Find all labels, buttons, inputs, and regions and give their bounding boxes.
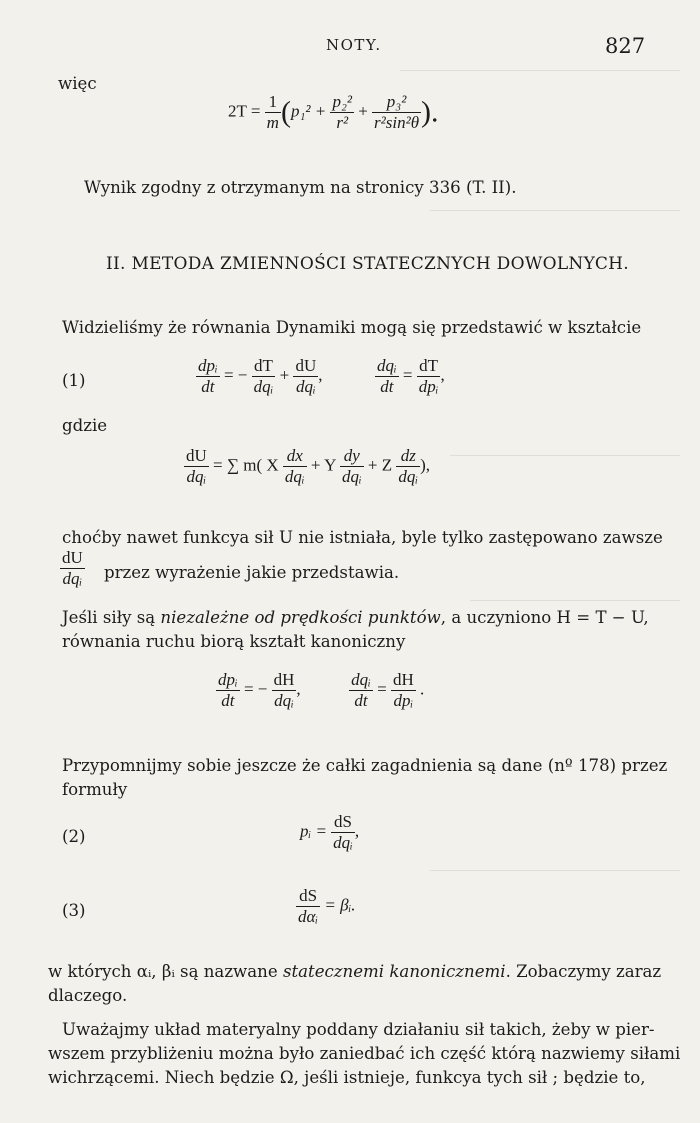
paragraph-5-line-1: w których αᵢ, βᵢ są nazwane statecznemi kanonicznemi. Zobaczymy zaraz (48, 962, 662, 981)
intro-word: więc (58, 74, 97, 93)
equation-label-3: (3) (62, 901, 86, 920)
running-header: NOTY. (326, 36, 382, 54)
show-through-decoration (430, 210, 680, 225)
paragraph-6-line-2: wszem przybliżeniu można było zaniedbać ich część którą nazwiemy siłami (48, 1044, 681, 1063)
paragraph-3-line-2: równania ruchu biorą kształt kanoniczny (62, 632, 406, 651)
show-through-decoration (450, 455, 680, 470)
gdzie-word: gdzie (62, 416, 108, 435)
result-line: Wynik zgodny z otrzymanym na stronicy 336 (T. II). (84, 178, 517, 197)
show-through-decoration (400, 70, 680, 87)
equation-2: pᵢ = $\frac{dS}{\text{dqᵢ}}$ , (300, 812, 360, 852)
equation-dU: $\frac{dU}{\text{dqᵢ}}$ = ∑ m( X $\frac{dx}{\text{dqᵢ}}$ + Y $\frac{dy}{\text{dqᵢ}}$ + Z $\frac{dz}{\text{dqᵢ}}$ ), (186, 446, 431, 486)
paragraph-2-line-2: przez wyrażenie jakie przedstawia. (104, 563, 400, 582)
equation-1: $\frac{\text{dpᵢ}}{dt}$ = − $\frac{dT}{\text{dqᵢ}}$ + $\frac{dU}{\text{dqᵢ}}$ , $\frac{\text{dqᵢ}}{dt}$ = $\frac{dT}{\text{dpᵢ}}$ , (198, 356, 445, 396)
paragraph-2-line-1: choćby nawet funkcya sił U nie istniała, byle tylko zastępowano zawsze (62, 528, 663, 547)
paragraph-1: Widzieliśmy że równania Dynamiki mogą się przedstawić w kształcie (62, 318, 642, 337)
equation-label-2: (2) (62, 827, 86, 846)
section-heading: II. METODA ZMIENNOŚCI STATECZNYCH DOWOLNYCH. (106, 254, 629, 274)
paragraph-4-line-1: Przypomnijmy sobie jeszcze że całki zagadnienia są dane (nº 178) przez (62, 756, 668, 775)
equation-2T: 2T = $\frac{1}{m}$ (p₁² + $\frac{\text{p₂²}}{\text{r²}}$ + $\frac{\text{p₃²}}{\text{r²sin²θ}}$ ). (228, 92, 439, 132)
paragraph-5-line-2: dlaczego. (48, 986, 128, 1005)
equation-label-1: (1) (62, 371, 86, 390)
equation-3: $\frac{dS}{\text{dαᵢ}}$ = βᵢ. (298, 886, 356, 926)
paragraph-4-line-2: formuły (62, 780, 128, 799)
equation-hamilton: $\frac{\text{dpᵢ}}{dt}$ = − $\frac{dH}{\text{dqᵢ}}$ , $\frac{\text{dqᵢ}}{dt}$ = $\frac{dH}{\text{dpᵢ}}$ . (218, 670, 425, 710)
paragraph-3-line-1: Jeśli siły są niezależne od prędkości punktów, a uczyniono H = T − U, (62, 608, 649, 627)
show-through-decoration (430, 870, 680, 885)
page-number: 827 (605, 34, 646, 58)
paragraph-6-line-3: wichrzącemi. Niech będzie Ω, jeśli istnieje, funkcya tych sił ; będzie to, (48, 1068, 646, 1087)
paragraph-2-fraction: $\frac{dU}{\text{dqᵢ}}$ (62, 548, 83, 588)
paragraph-6-line-1: Uważajmy układ materyalny poddany działaniu sił takich, żeby w pier- (62, 1020, 655, 1039)
